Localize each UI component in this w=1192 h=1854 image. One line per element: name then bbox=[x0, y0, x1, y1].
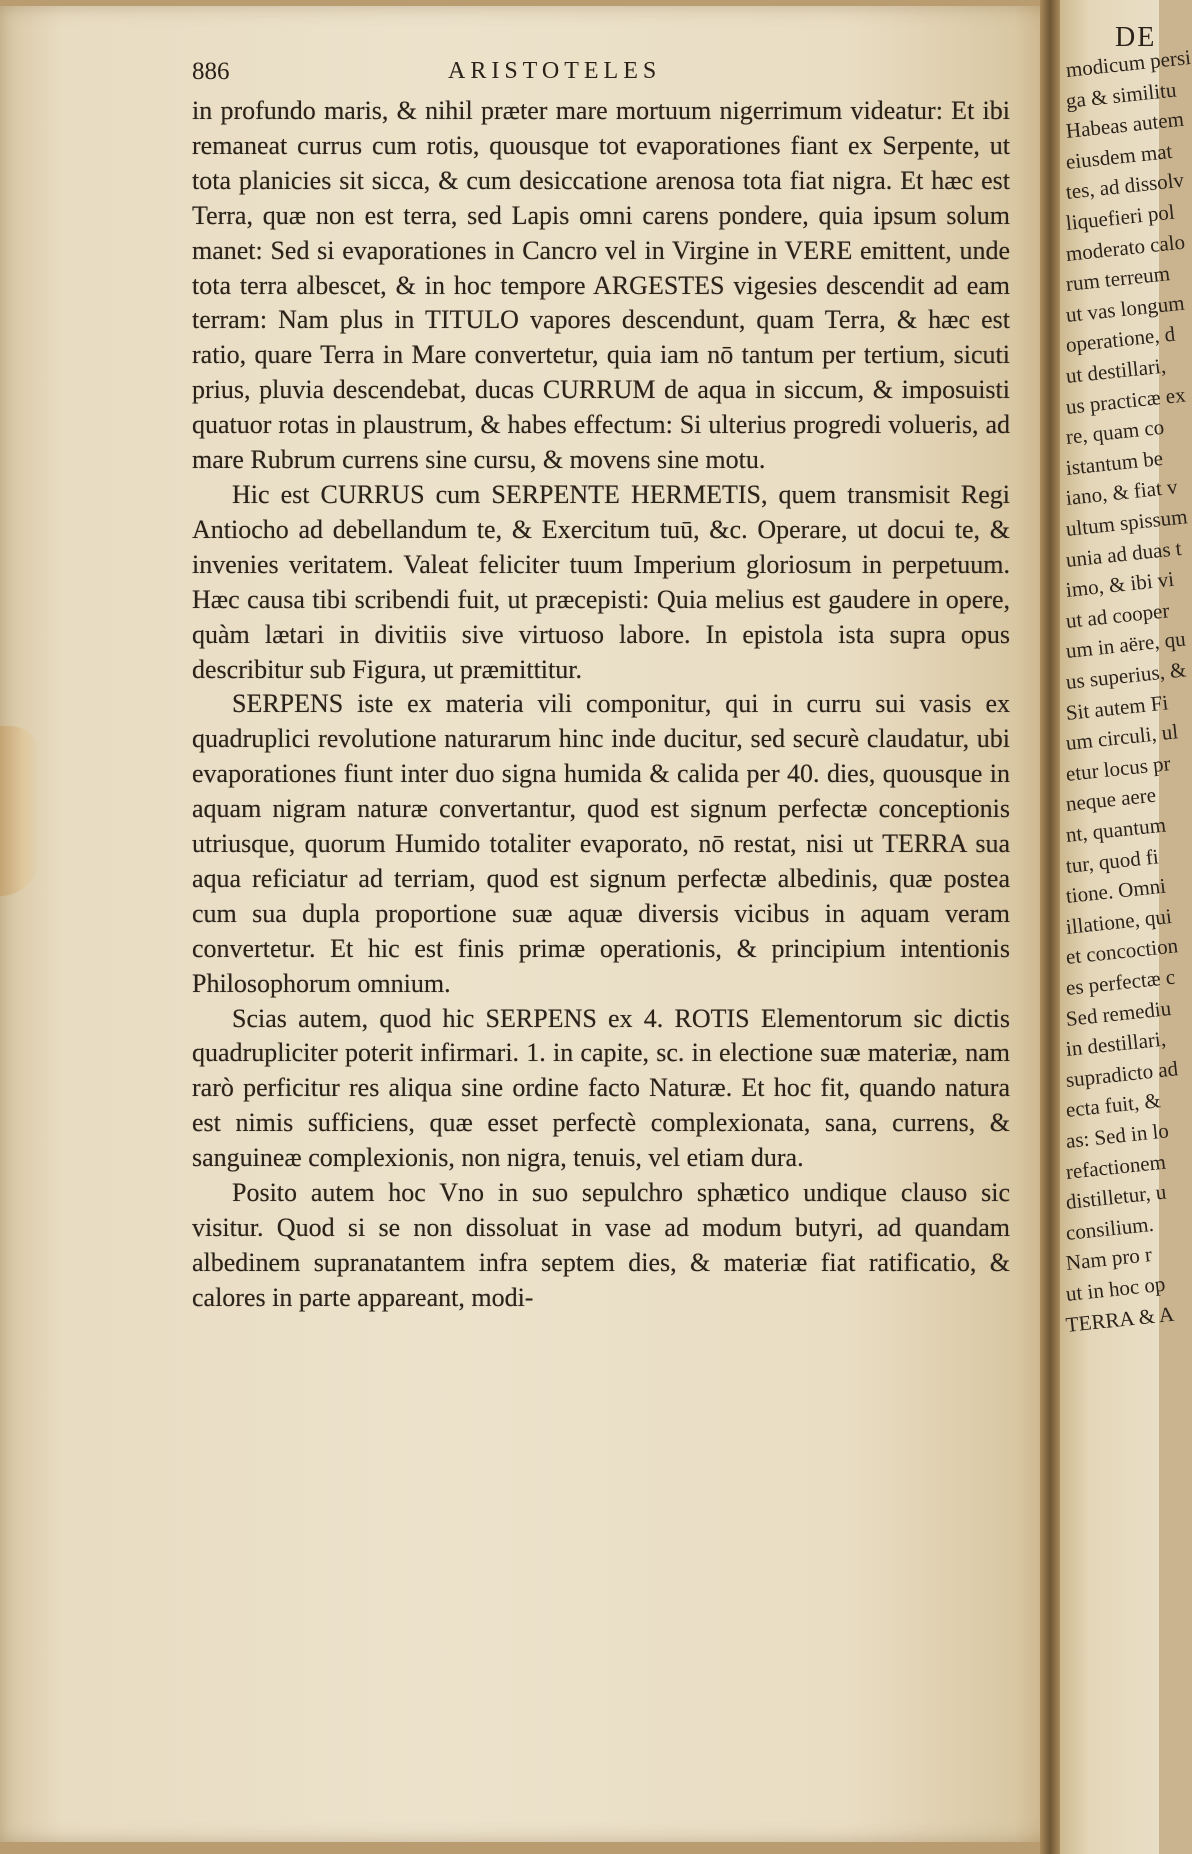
book-gutter bbox=[1040, 0, 1060, 1854]
left-page bbox=[0, 6, 1058, 1842]
facing-page-line: TERRA & A bbox=[1064, 1301, 1176, 1337]
facing-page-line: consilium. bbox=[1064, 1211, 1155, 1245]
facing-page-line: us superius, & bbox=[1064, 657, 1188, 694]
facing-page-line: ultum spissum bbox=[1064, 504, 1189, 541]
facing-page-line: moderato calo bbox=[1064, 229, 1187, 266]
facing-page-line: Sed remediu bbox=[1064, 995, 1173, 1031]
facing-page-line: liquefieri pol bbox=[1064, 199, 1176, 235]
page-damage bbox=[0, 726, 40, 896]
facing-page-line: eiusdem mat bbox=[1064, 138, 1174, 174]
facing-page-line: re, quam co bbox=[1064, 414, 1166, 450]
paragraph-2: Hic est CURRUS cum SERPENTE HERMETIS, quem transmisit Regi Antiocho ad debellandum te, & Exercitum tuū, &c. Operare, ut docui te, & invenies veritatem. Valeat feliciter tuum Imperium gloriosum in perpetuum. Hæc causa tibi scribendi fuit, ut præcepisti: Quia melius est gaudere in opere, quàm lætari in divitiis sive virtuoso labore. In epistola ista supra opus describitur sub Figura, ut præmittitur. bbox=[192, 479, 1010, 684]
facing-page-line: Sit autem Fi bbox=[1064, 689, 1170, 725]
facing-page-line: ut ad cooper bbox=[1064, 598, 1171, 633]
facing-page-line: et concoction bbox=[1064, 933, 1180, 970]
facing-page-line: modicum persi bbox=[1064, 44, 1192, 82]
facing-page-line: neque aere bbox=[1064, 783, 1158, 817]
facing-page-line: etur locus pr bbox=[1064, 750, 1172, 786]
facing-page-line: tione. Omni bbox=[1064, 873, 1167, 909]
facing-page-line: istantum be bbox=[1064, 445, 1165, 480]
paragraph-3: SERPENS iste ex materia vili componitur, qui in curru sui vasis ex quadruplici revolutione naturarum hinc inde ducitur, sed securè claudatur, ubi evaporationes fiunt inter duo signa humida & calida per 40. dies, quousque in aquam nigram naturæ convertantur, quod est signum perfectæ conceptionis utriusque, quorum Humido totaliter evaporato, nō restat, nisi ut TERRA sua aqua reficiatur ad terriam, quod est signum perfectæ albedinis, quæ postea cum sua dupla proportione suæ aquæ diversis vicibus in aquam veram convertetur. Et hic est finis primæ operationis, & principium intentionis Philosophorum omnium. bbox=[192, 689, 1010, 998]
facing-page bbox=[1060, 0, 1192, 1854]
facing-page-line: ut in hoc op bbox=[1064, 1271, 1167, 1306]
facing-page-line: ut destillari, bbox=[1064, 353, 1167, 388]
facing-page-line: um circuli, ul bbox=[1064, 719, 1180, 756]
facing-page-line: rum terreum bbox=[1064, 261, 1172, 297]
facing-page-line: supradicto ad bbox=[1064, 1056, 1180, 1092]
facing-page-line: us practicæ ex bbox=[1064, 382, 1187, 419]
page-header bbox=[192, 58, 712, 92]
paragraph-4: Scias autem, quod hic SERPENS ex 4. ROTIS Elementorum sic dictis quadrupliciter poterit infirmari. 1. in capite, sc. in electione suæ materiæ, nam rarò perficitur res aliqua sine ordine facto Naturæ. Et hoc fit, quando natura est nimis sufficiens, quæ esset perfectè complexionata, sana, currens, & sanguineæ complexionis, non nigra, tenuis, vel etiam dura. bbox=[192, 1003, 1010, 1173]
facing-page-line: refactionem bbox=[1064, 1149, 1167, 1184]
facing-page-line: distilletur, u bbox=[1064, 1179, 1168, 1215]
facing-page-line: illatione, qui bbox=[1064, 903, 1173, 939]
facing-page-line: Habeas autem bbox=[1064, 106, 1185, 144]
facing-page-line: ecta fuit, & bbox=[1064, 1088, 1162, 1123]
facing-page-line: unia ad duas t bbox=[1064, 535, 1183, 572]
facing-page-line: imo, & ibi vi bbox=[1064, 566, 1176, 603]
facing-page-line: tes, ad dissolv bbox=[1064, 168, 1185, 205]
paragraph-5: Posito autem hoc Vno in suo sepulchro sphætico undique clauso sic visitur. Quod si se non dissoluat in vase ad modum butyri, ad quandam albedinem supranatantem infra septem dies, & materiæ fiat ratificatio, & calores in parte appareant, modi- bbox=[192, 1178, 1010, 1312]
running-head: ARISTOTELES bbox=[448, 58, 662, 84]
paragraph-1: in profundo maris, & nihil præter mare mortuum nigerrimum videatur: Et ibi remaneat currus cum rotis, quousque tot evaporationes fiant ex Serpente, ut tota planicies sit sicca, & cum desiccatione arenosa tota fiat nigra. Et hæc est Terra, quæ non est terra, sed Lapis omni carens pondere, quia ipsum solum manet: Sed si evaporationes in Cancro vel in Virgine in VERE emittent, unde tota terra albescet, & in hoc tempore ARGESTES vigesies descendit ad eam terram: Nam plus in TITULO vapores descendunt, quam Terra, & hæc est ratio, quare Terra in Mare convertetur, quia iam nō tantum per tertium, sicuti prius, pluvia descendebat, ducas CURRUM de aqua in siccum, & imposuisti quatuor rotas in plaustrum, & habes effectum: Si ulterius progredi volueris, ad mare Rubrum currens sine cursu, & movens sine motu. bbox=[192, 96, 1010, 475]
facing-page-line: iano, & fiat v bbox=[1064, 474, 1179, 511]
facing-page-line: Nam pro r bbox=[1064, 1242, 1154, 1276]
facing-page-line: nt, quantum bbox=[1064, 812, 1167, 847]
facing-page-line: as: Sed in lo bbox=[1064, 1118, 1170, 1153]
facing-page-line: tur, quod fi bbox=[1064, 843, 1160, 878]
facing-page-line: in destillari, bbox=[1064, 1026, 1167, 1062]
page-number: 886 bbox=[192, 58, 230, 85]
facing-page-line: operatione, d bbox=[1064, 322, 1177, 358]
facing-page-line: es perfectæ c bbox=[1064, 964, 1177, 1000]
facing-page-line: ga & similitu bbox=[1064, 77, 1178, 113]
body-text bbox=[192, 94, 1010, 1316]
facing-page-line: um in aëre, qu bbox=[1064, 626, 1187, 664]
facing-page-head: DE bbox=[1115, 22, 1157, 53]
facing-page-line: ut vas longum bbox=[1064, 290, 1186, 327]
